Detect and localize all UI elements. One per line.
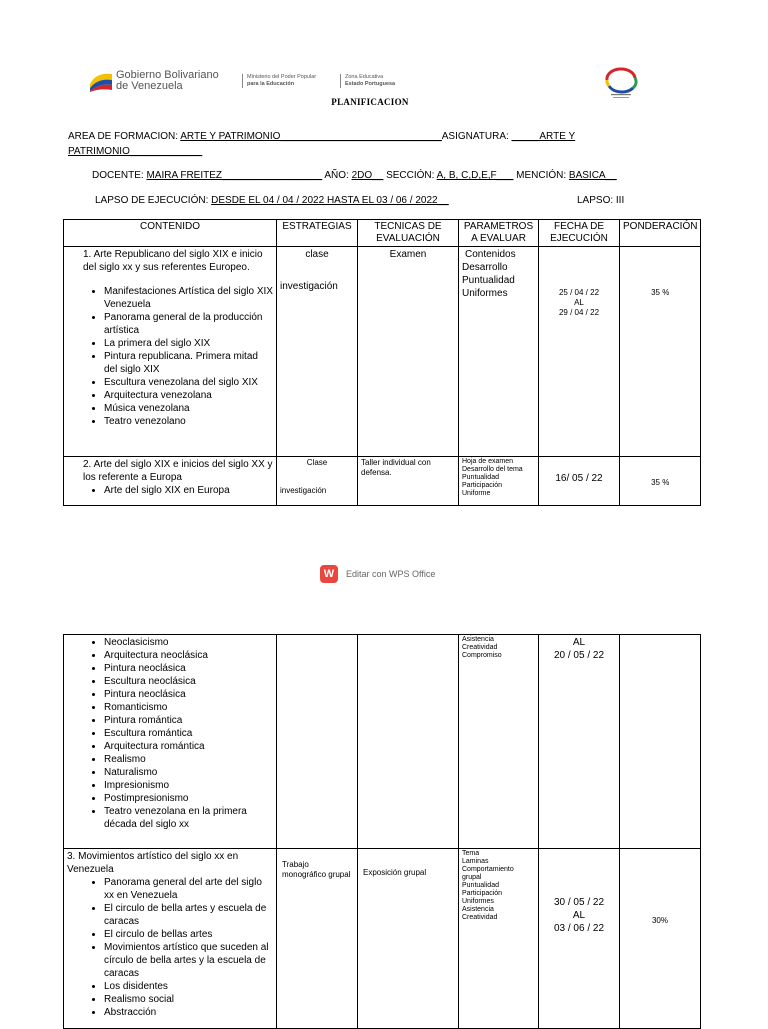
- row2-contenido: [64, 457, 277, 506]
- p2-row1-contenido: [64, 635, 277, 849]
- row2-list: [67, 484, 273, 497]
- row2-param: Desarrollo del tema: [462, 466, 523, 473]
- list-item: • Impresionismo: [104, 779, 273, 792]
- list-item: • La primera del siglo XIX: [104, 337, 273, 350]
- list-item: • Postimpresionismo: [104, 792, 273, 805]
- list-item: • Teatro venezolano: [104, 415, 273, 428]
- p2-row2-param: Laminas: [462, 858, 489, 865]
- ministerio-line1: Ministerio del Poder Popular: [247, 74, 317, 80]
- p2-row2-param: Uniformes: [462, 898, 494, 905]
- list-item: • Escultura romántica: [104, 727, 273, 740]
- header-estrategias: ESTRATEGIAS: [277, 220, 358, 247]
- list-item: • Movimientos artístico que suceden al círculo de bella artes y la escuela de caracas: [104, 941, 273, 980]
- p2-row2-pond-value: 30%: [651, 916, 668, 925]
- row2-title: 2. Arte del siglo XIX e inicios del siglo XX y los referente a Europa: [83, 459, 273, 483]
- row1-estrategia2: investigación: [280, 281, 338, 292]
- anio-label: AÑO:: [324, 170, 349, 181]
- header-contenido: CONTENIDO: [64, 220, 277, 247]
- list-item: • Arquitectura venezolana: [104, 389, 273, 402]
- p2-row2-fecha: [539, 849, 620, 1029]
- area-label: AREA DE FORMACION:: [68, 131, 179, 142]
- header-parametros: PARAMETROS A EVALUAR: [459, 220, 539, 247]
- docente-value: MAIRA FREITEZ__: [146, 170, 234, 181]
- lapso-line: [95, 194, 449, 207]
- list-item: • Arquitectura neoclásica: [104, 649, 273, 662]
- area-fill: ______________________: [319, 131, 442, 142]
- p2-row2-list: [67, 876, 273, 1019]
- list-item: • Pintura republicana. Primera mitad del siglo XIX: [104, 350, 273, 376]
- zona-text: [340, 74, 395, 88]
- ministerio-text: [242, 74, 316, 88]
- row1-fecha: [539, 247, 620, 457]
- row2-param: Uniforme: [462, 490, 491, 497]
- table-row: [64, 849, 701, 1029]
- p2-row2-fecha2: AL: [572, 910, 586, 921]
- area-line: [68, 130, 575, 143]
- list-item: • Arquitectura romántica: [104, 740, 273, 753]
- list-item: • Pintura romántica: [104, 714, 273, 727]
- p2-row1-fecha2: 20 / 05 / 22: [553, 650, 605, 661]
- p2-row2-ponderacion: [620, 849, 701, 1029]
- seccion-label: SECCIÓN:: [386, 170, 435, 181]
- gobierno-line2: de Venezuela: [116, 80, 183, 92]
- venezuela-flag-icon: [88, 70, 114, 92]
- list-item: • Música venezolana: [104, 402, 273, 415]
- p2-row1-parametros: [459, 635, 539, 849]
- p2-row2-param: Tema: [462, 850, 480, 857]
- table-header-row: [64, 220, 701, 247]
- mencion-label: MENCIÓN:: [516, 170, 567, 181]
- lapso-value: DESDE EL 04 / 04 / 2022 HASTA EL 03 / 06 / 2022__: [211, 195, 449, 206]
- gobierno-text: [116, 70, 219, 92]
- p2-row1-fecha1: AL: [572, 637, 586, 648]
- header-ponderacion: PONDERACIÓN: [620, 220, 701, 247]
- asignatura-line2: [68, 145, 202, 158]
- p2-row2-contenido: [64, 849, 277, 1029]
- gobierno-line1: Gobierno Bolivariano: [116, 69, 219, 81]
- list-item: • Realismo: [104, 753, 273, 766]
- p2-row2-estrategia: Trabajo monográfico grupal: [282, 860, 351, 879]
- row1-contenido: [64, 247, 277, 457]
- docente-line: [92, 169, 617, 182]
- p2-row2-param: Puntualidad: [462, 882, 499, 889]
- row2-param: Hoja de examen: [462, 458, 513, 465]
- table-row: [64, 635, 701, 849]
- row2-param: Puntualidad: [462, 474, 499, 481]
- asignatura-value2: PATRIMONIO_____________: [68, 146, 203, 157]
- planning-table: [63, 219, 701, 506]
- p2-row2-param: Comportamiento grupal: [462, 866, 514, 881]
- p2-row2-estrategias: [277, 849, 358, 1029]
- wps-label: Editar con WPS Office: [346, 569, 436, 579]
- header-fecha: FECHA DE EJECUCIÓN: [539, 220, 620, 247]
- row2-pond-value: 35 %: [651, 478, 670, 487]
- wps-icon: W: [320, 565, 338, 583]
- row1-estrategias: [277, 247, 358, 457]
- seccion-value: A, B, C,D,E,F___: [436, 170, 514, 181]
- row2-ponderacion: [620, 457, 701, 506]
- p2-row1-list: [67, 636, 273, 831]
- list-item: • Neoclasicismo: [104, 636, 273, 649]
- p2-row1-param: Creatividad: [462, 644, 498, 651]
- lapso-label: LAPSO DE EJECUCIÓN:: [95, 195, 209, 206]
- ministerio-line2: para la Educación: [247, 81, 295, 87]
- row1-fecha3: 29 / 04 / 22: [558, 308, 600, 317]
- row2-estrategia2: investigación: [280, 486, 327, 495]
- area-value: ARTE Y PATRIMONIO_______: [180, 131, 320, 142]
- list-item: • Los disidentes: [104, 980, 273, 993]
- row1-tecnica: Examen: [358, 247, 459, 457]
- p2-row2-fecha1: 30 / 05 / 22: [553, 897, 605, 908]
- page-title: PLANIFICACION: [331, 97, 409, 107]
- row1-estrategia1: clase: [305, 249, 329, 260]
- list-item: • Escultura neoclásica: [104, 675, 273, 688]
- row2-param: Participación: [462, 482, 503, 489]
- row1-param: Contenidos: [465, 249, 516, 260]
- row1-parametros: [459, 247, 539, 457]
- table-row: [64, 457, 701, 506]
- list-item: • Panorama general del arte del siglo xx en Venezuela: [104, 876, 273, 902]
- anio-value: 2DO__: [351, 170, 384, 181]
- header-tecnicas: TECNICAS DE EVALUACIÓN: [358, 220, 459, 247]
- list-item: • Abstracción: [104, 1006, 273, 1019]
- row2-fecha: [539, 457, 620, 506]
- p2-row1-param: Compromiso: [462, 652, 502, 659]
- p2-row2-param: Asistencia: [462, 906, 494, 913]
- p2-row2-tecnica-value: Exposición grupal: [363, 868, 427, 877]
- row1-fecha2: AL: [574, 298, 584, 307]
- row1-pond-value: 35 %: [651, 288, 670, 297]
- list-item: • El circulo de bella artes y escuela de caracas: [104, 902, 273, 928]
- list-item: • Teatro venezolana en la primera década del siglo xx: [104, 805, 273, 831]
- list-item: • Romanticismo: [104, 701, 273, 714]
- p2-row2-tecnica: [358, 849, 459, 1029]
- list-item: • Panorama general de la producción artística: [104, 311, 273, 337]
- row1-param: Desarrollo: [462, 262, 508, 273]
- row2-estrategias: [277, 457, 358, 506]
- p2-row1-tecnica: [358, 635, 459, 849]
- row1-ponderacion: [620, 247, 701, 457]
- row1-fecha1: 25 / 04 / 22: [558, 288, 600, 297]
- asignatura-label: ASIGNATURA:: [441, 131, 509, 142]
- docente-label: DOCENTE:: [92, 170, 144, 181]
- mencion-value: BASICA__: [568, 170, 617, 181]
- list-item: • Manifestaciones Artística del siglo XIX Venezuela: [104, 285, 273, 311]
- zona-line2: Estado Portuguesa: [345, 81, 396, 87]
- row1-list: [67, 285, 273, 428]
- zona-line1: Zona Educativa: [345, 74, 384, 80]
- row1-param: Uniformes: [462, 288, 508, 299]
- list-item: • Escultura venezolana del siglo XIX: [104, 376, 273, 389]
- list-item: • Naturalismo: [104, 766, 273, 779]
- row2-tecnica: Taller individual con defensa.: [358, 457, 459, 506]
- row1-title: 1. Arte Republicano del siglo XIX e inicio del siglo xx y sus referentes Europeo.: [83, 249, 263, 273]
- row2-estrategia1: Clase: [306, 458, 328, 467]
- planning-table-continued: [63, 634, 701, 1029]
- row1-param: Puntualidad: [462, 275, 515, 286]
- list-item: • Pintura neoclásica: [104, 662, 273, 675]
- p2-row2-parametros: [459, 849, 539, 1029]
- p2-row2-title: 3. Movimientos artístico del siglo xx en Venezuela: [67, 851, 239, 875]
- table-row: [64, 247, 701, 457]
- p2-row2-param: Creatividad: [462, 914, 498, 921]
- wps-edit-link[interactable]: [320, 565, 520, 585]
- p2-row2-param: Participación: [462, 890, 503, 897]
- lapso-number: LAPSO: III: [577, 195, 625, 206]
- p2-row1-estrategias: [277, 635, 358, 849]
- p2-row2-fecha3: 03 / 06 / 22: [553, 923, 605, 934]
- list-item: • Pintura neoclásica: [104, 688, 273, 701]
- row2-fecha-value: 16/ 05 / 22: [555, 473, 603, 484]
- row2-parametros: [459, 457, 539, 506]
- list-item: • Realismo social: [104, 993, 273, 1006]
- p2-row1-fecha: [539, 635, 620, 849]
- p2-row1-ponderacion: [620, 635, 701, 849]
- asignatura-value: _____ARTE Y: [511, 131, 576, 142]
- list-item: • El circulo de bellas artes: [104, 928, 273, 941]
- list-item: • Arte del siglo XIX en Europa: [104, 484, 273, 497]
- docente-fill: ________________: [233, 170, 323, 181]
- p2-row1-param: Asistencia: [462, 636, 494, 643]
